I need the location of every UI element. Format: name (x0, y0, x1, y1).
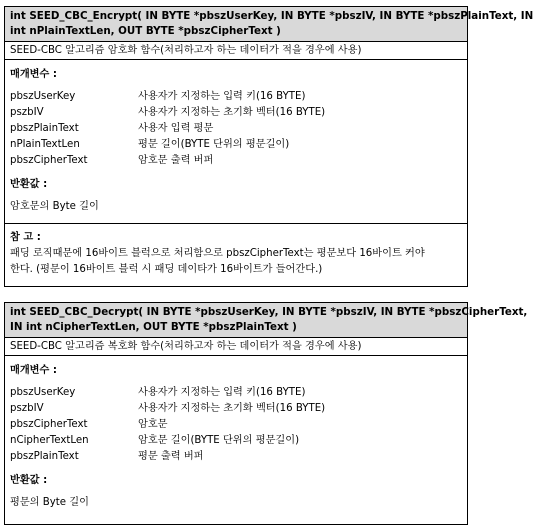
param-desc: 사용자 입력 평문 (138, 123, 214, 134)
param-row (10, 401, 463, 417)
encrypt-note-title: 참 고 : (10, 232, 41, 243)
decrypt-function-box (4, 302, 528, 525)
param-row (10, 121, 463, 137)
encrypt-params-section (5, 59, 467, 223)
encrypt-signature-line-1: int SEED_CBC_Encrypt( IN BYTE *pbszUserKey, IN BYTE *pbszIV, IN BYTE *pbszPlainText, IN (10, 10, 533, 22)
encrypt-signature-line-2: int nPlainTextLen, OUT BYTE *pbszCipherText ) (10, 25, 281, 37)
param-row (10, 105, 463, 121)
param-name: pbszPlainText (10, 123, 79, 134)
param-row (10, 137, 463, 153)
param-desc: 사용자가 지정하는 입력 키(16 BYTE) (138, 91, 306, 102)
param-desc: 암호문 출력 버퍼 (138, 155, 214, 166)
param-name: pszbIV (10, 403, 44, 414)
decrypt-description-section (5, 338, 467, 355)
decrypt-description: SEED-CBC 알고리즘 복호화 함수(처리하고자 하는 데이터가 적을 경우에 사용) (10, 341, 362, 352)
param-desc: 암호문 (138, 419, 168, 430)
param-row (10, 417, 463, 433)
encrypt-return-title: 반환값 : (10, 179, 48, 190)
encrypt-return-desc: 암호문의 Byte 길이 (10, 201, 99, 212)
decrypt-return-desc: 평문의 Byte 길이 (10, 497, 89, 508)
param-desc: 평문 출력 버퍼 (138, 451, 204, 462)
param-desc: 암호문 길이(BYTE 단위의 평문길이) (138, 435, 300, 446)
param-name: nPlainTextLen (10, 139, 80, 150)
param-name: pbszUserKey (10, 387, 76, 398)
param-desc: 사용자가 지정하는 초기화 벡터(16 BYTE) (138, 107, 326, 118)
decrypt-signature-line-2: IN int nCipherTextLen, OUT BYTE *pbszPlainText ) (10, 321, 297, 333)
encrypt-note-line-2: 한다. (평문이 16바이트 블럭 시 패딩 데이타가 16바이트가 들어간다.) (10, 264, 323, 275)
param-row (10, 449, 463, 465)
encrypt-signature (5, 7, 533, 42)
param-row (10, 385, 463, 401)
decrypt-signature (5, 303, 528, 338)
param-name: pbszCipherText (10, 155, 88, 166)
param-desc: 사용자가 지정하는 초기화 벡터(16 BYTE) (138, 403, 326, 414)
encrypt-note-section (5, 223, 467, 278)
param-name: pbszUserKey (10, 91, 76, 102)
decrypt-return-title: 반환값 : (10, 475, 48, 486)
encrypt-params-title: 매개변수 : (10, 69, 57, 80)
decrypt-params-section (5, 355, 467, 511)
param-desc: 사용자가 지정하는 입력 키(16 BYTE) (138, 387, 306, 398)
param-desc: 평문 길이(BYTE 단위의 평문길이) (138, 139, 290, 150)
encrypt-description: SEED-CBC 알고리즘 암호화 함수(처리하고자 하는 데이터가 적을 경우에 사용) (10, 45, 362, 56)
encrypt-note-line-1: 패딩 로직때문에 16바이트 블럭으로 처리함으로 pbszCipherText는 평문보다 16바이트 커야 (10, 248, 425, 259)
param-name: pbszPlainText (10, 451, 79, 462)
param-name: nCipherTextLen (10, 435, 89, 446)
encrypt-description-section (5, 42, 467, 59)
decrypt-params-title: 매개변수 : (10, 365, 57, 376)
param-name: pszbIV (10, 107, 44, 118)
param-row (10, 89, 463, 105)
param-row (10, 153, 463, 169)
param-row (10, 433, 463, 449)
decrypt-signature-line-1: int SEED_CBC_Decrypt( IN BYTE *pbszUserKey, IN BYTE *pbszIV, IN BYTE *pbszCipherText, (10, 306, 528, 318)
encrypt-function-box (4, 6, 533, 287)
param-name: pbszCipherText (10, 419, 88, 430)
